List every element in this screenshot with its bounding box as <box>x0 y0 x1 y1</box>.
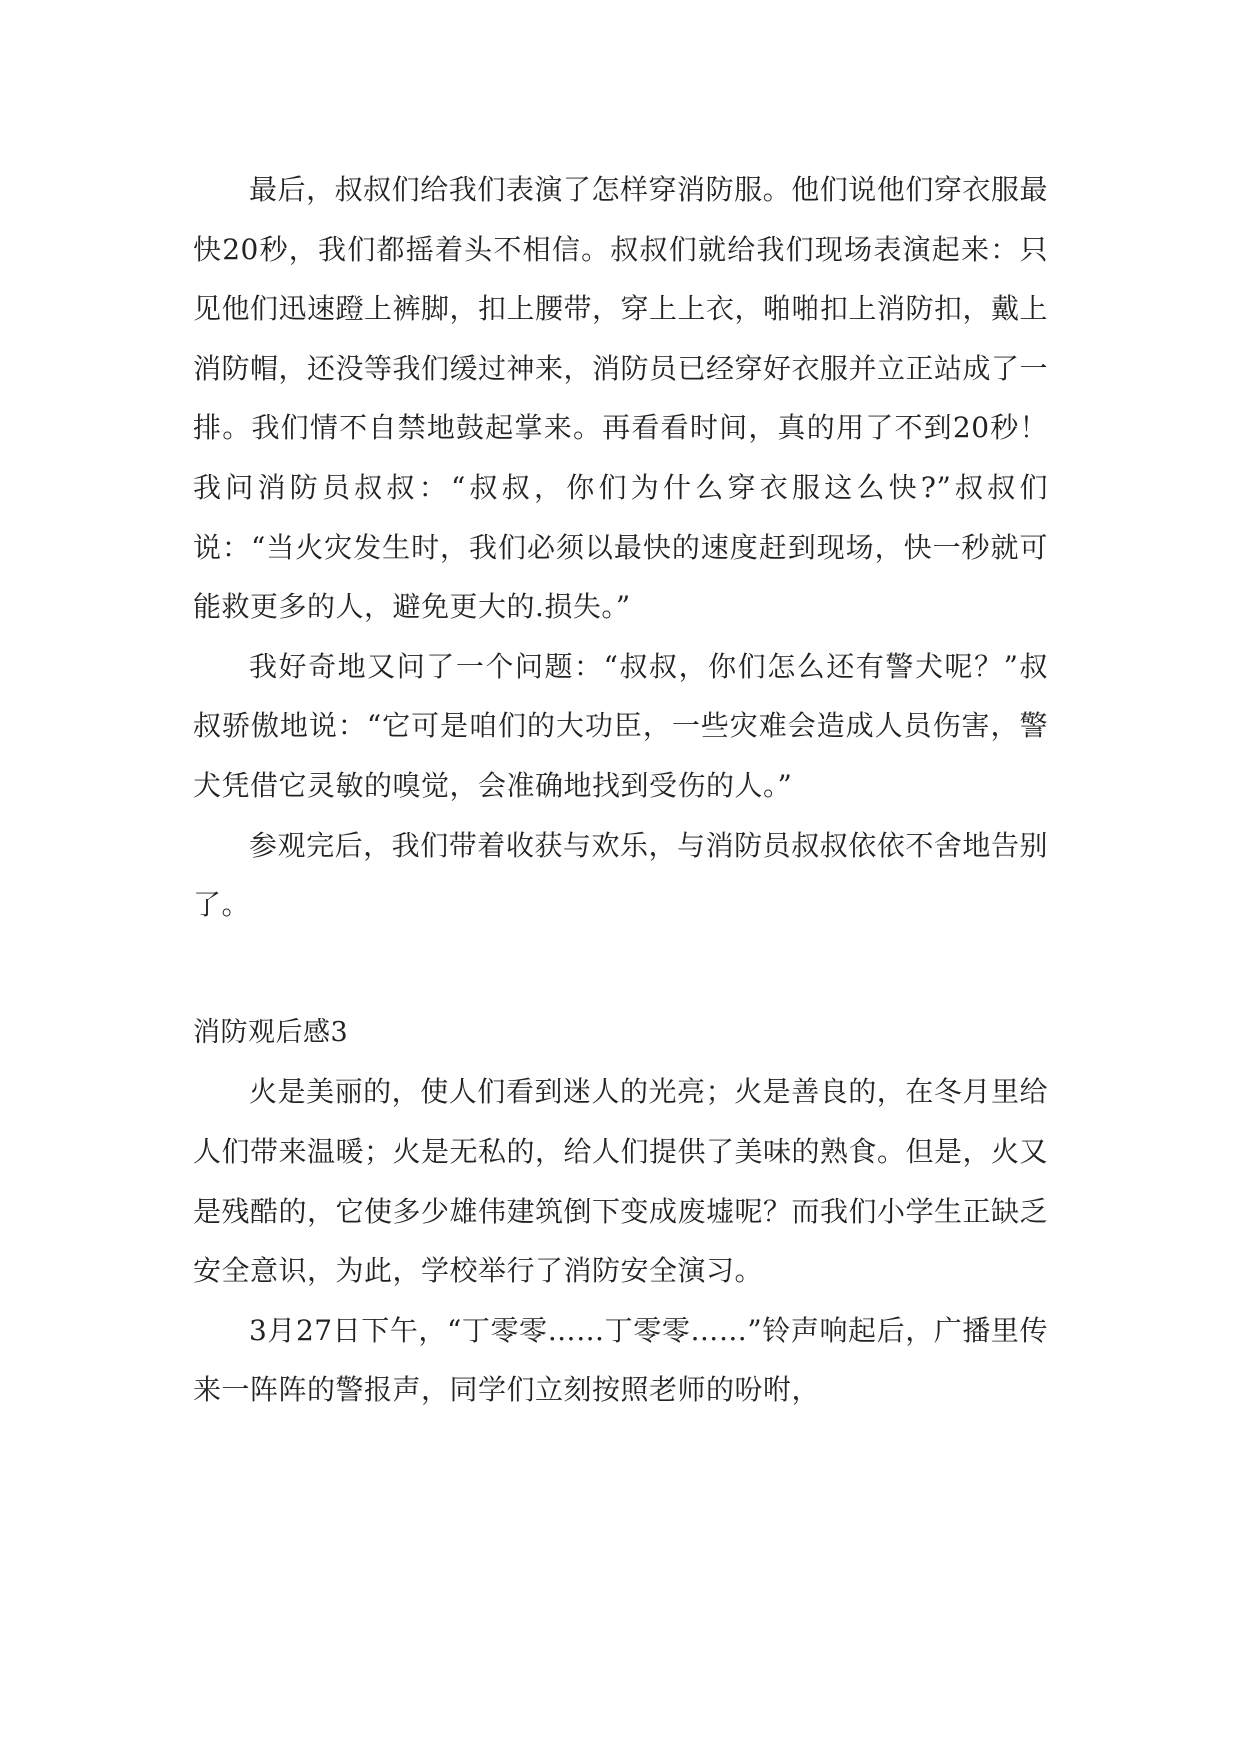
paragraph-fire-suit-demo: 最后，叔叔们给我们表演了怎样穿消防服。他们说他们穿衣服最快20秒，我们都摇着头不相信。叔叔们就给我们现场表演起来：只见他们迅速蹬上裤脚，扣上腰带，穿上上衣，啪啪扣上消防扣，戴上消防帽，还没等我们缓过神来，消防员已经穿好衣服并立正站成了一排。我们情不自禁地鼓起掌来。再看看时间，真的用了不到20秒！我问消防员叔叔：“叔叔，你们为什么穿衣服这么快?”叔叔们说：“当火灾发生时，我们必须以最快的速度赶到现场，快一秒就可能救更多的人，避免更大的.损失。” <box>193 173 1049 624</box>
section-title: 消防观后感3 <box>193 1016 349 1048</box>
paragraph-fire-intro: 火是美丽的，使人们看到迷人的光亮；火是善良的，在冬月里给人们带来温暖；火是无私的，给人们提供了美味的熟食。但是，火又是残酷的，它使多少雄伟建筑倒下变成废墟呢？而我们小学生正缺乏安全意识，为此，学校举行了消防安全演习。 <box>193 1075 1049 1288</box>
paragraph-police-dog: 我好奇地又问了一个问题：“叔叔，你们怎么还有警犬呢？”叔叔骄傲地说：“它可是咱们的大功臣，一些灾难会造成人员伤害，警犬凭借它灵敏的嗅觉，会准确地找到受伤的人。” <box>193 649 1048 802</box>
section-gap <box>193 935 1048 1003</box>
document-body <box>193 160 1048 1420</box>
paragraph-farewell: 参观完后，我们带着收获与欢乐，与消防员叔叔依依不舍地告别了。 <box>193 828 1048 922</box>
paragraph-drill-start: 3月27日下午，“丁零零……丁零零……”铃声响起后，广播里传来一阵阵的警报声，同学们立刻按照老师的吩咐， <box>193 1313 1048 1407</box>
